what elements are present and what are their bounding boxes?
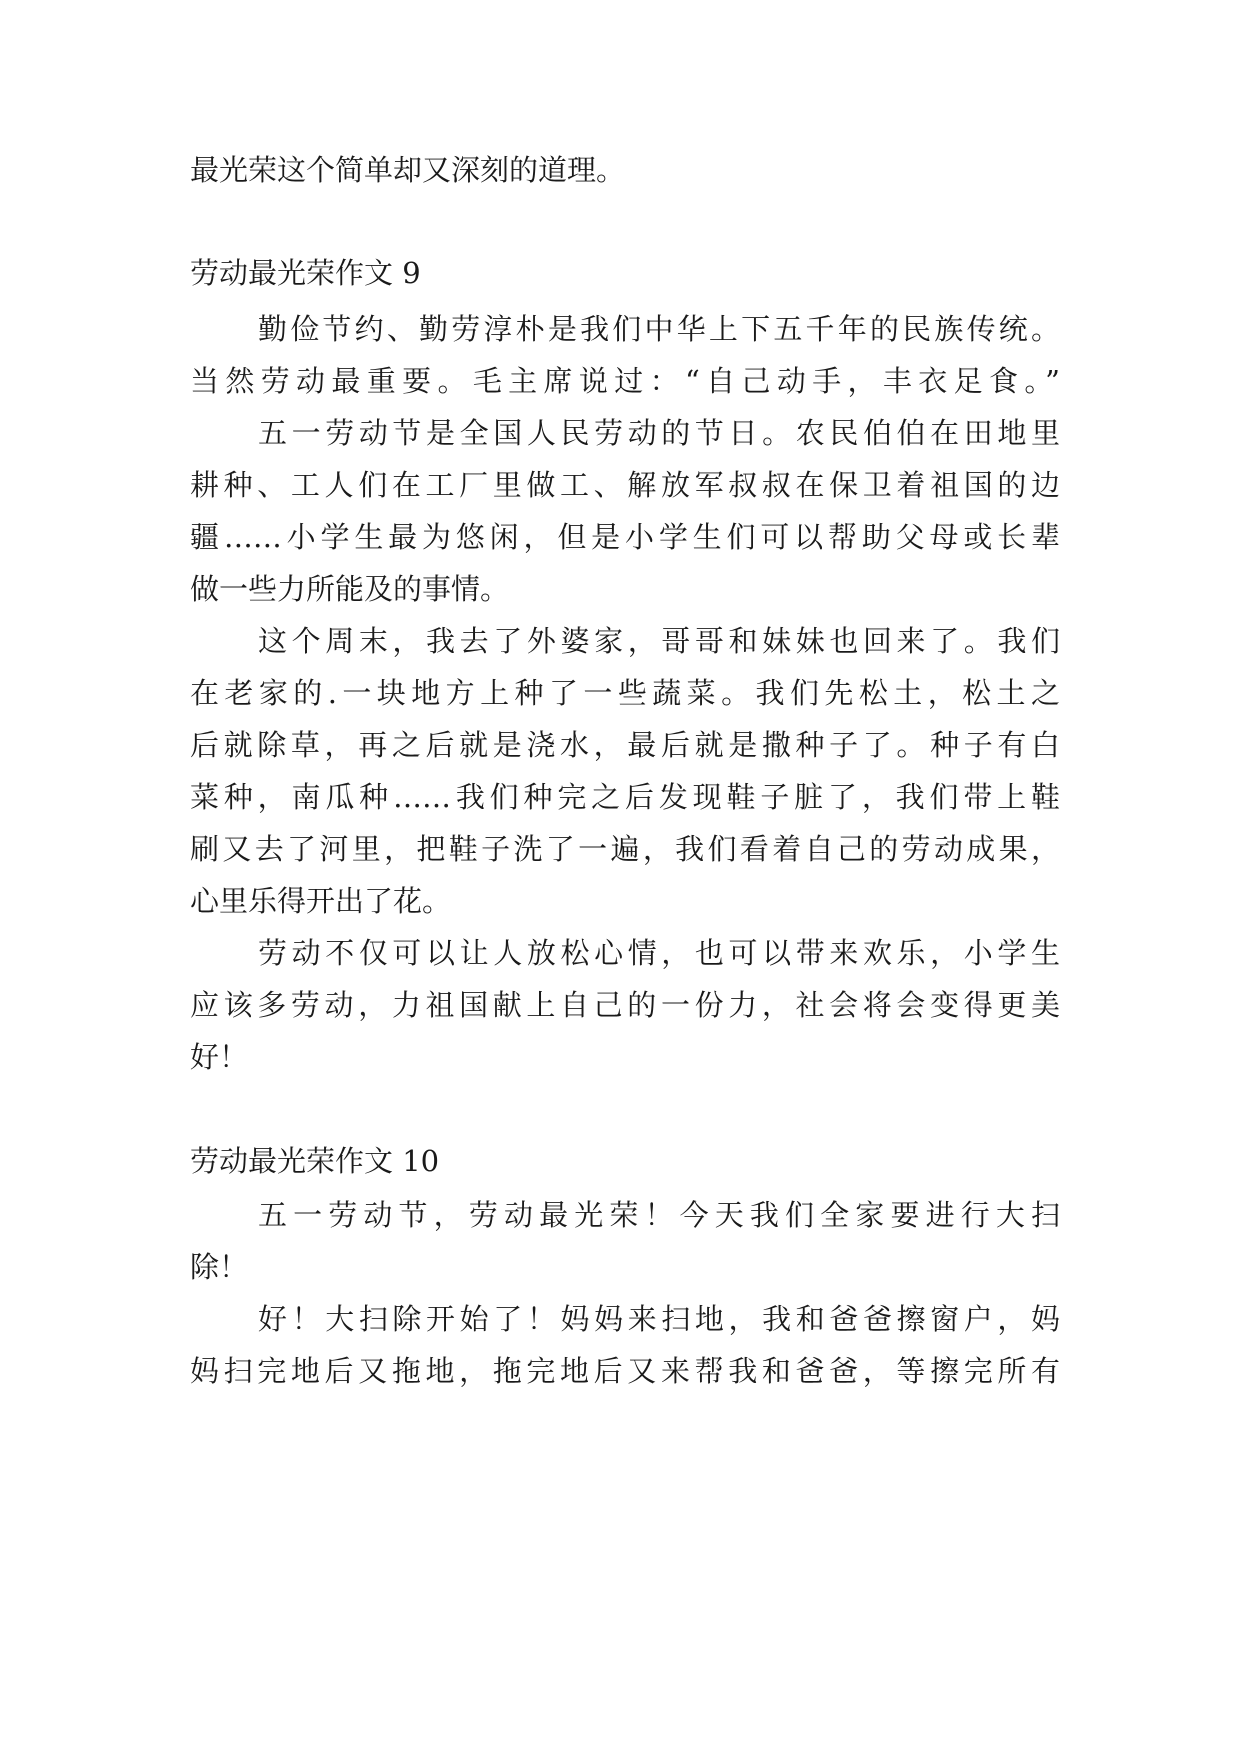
essay-10-p1-line-2: 除！ bbox=[190, 1250, 249, 1284]
essay-9-p4-line-3: 好！ bbox=[190, 1040, 249, 1074]
essay-9-p2-line-3: 疆……小学生最为悠闲，但是小学生们可以帮助父母或长辈 bbox=[190, 520, 1060, 554]
essay-9-p3-line-4: 菜种，南瓜种……我们种完之后发现鞋子脏了，我们带上鞋 bbox=[190, 780, 1060, 814]
essay-10-p1-line-1: 五一劳动节，劳动最光荣！今天我们全家要进行大扫 bbox=[258, 1198, 1060, 1232]
continuation-line: 最光荣这个简单却又深刻的道理。 bbox=[190, 153, 626, 187]
essay-9-p2-line-4: 做一些力所能及的事情。 bbox=[190, 572, 510, 606]
essay-9-p3-line-5: 刷又去了河里，把鞋子洗了一遍，我们看着自己的劳动成果， bbox=[190, 832, 1060, 866]
essay-9-p4-line-2: 应该多劳动，力祖国献上自己的一份力，社会将会变得更美 bbox=[190, 988, 1060, 1022]
essay-9-p4-line-1: 劳动不仅可以让人放松心情，也可以带来欢乐，小学生 bbox=[258, 936, 1060, 970]
essay-9-p3-line-3: 后就除草，再之后就是浇水，最后就是撒种子了。种子有白 bbox=[190, 728, 1060, 762]
essay-10-p2-line-2: 妈扫完地后又拖地，拖完地后又来帮我和爸爸，等擦完所有 bbox=[190, 1354, 1060, 1388]
essay-9-p2-line-1: 五一劳动节是全国人民劳动的节日。农民伯伯在田地里 bbox=[258, 416, 1060, 450]
essay-9-p3-line-6: 心里乐得开出了花。 bbox=[190, 884, 452, 918]
essay-10-heading: 劳动最光荣作文 10 bbox=[190, 1144, 440, 1178]
essay-9-p1-line-1: 勤俭节约、勤劳淳朴是我们中华上下五千年的民族传统。 bbox=[258, 312, 1060, 346]
essay-10-p2-line-1: 好！大扫除开始了！妈妈来扫地，我和爸爸擦窗户，妈 bbox=[258, 1302, 1060, 1336]
essay-9-p2-line-2: 耕种、工人们在工厂里做工、解放军叔叔在保卫着祖国的边 bbox=[190, 468, 1060, 502]
essay-9-p1-line-2: 当然劳动最重要。毛主席说过：“自己动手，丰衣足食。” bbox=[190, 364, 1060, 398]
essay-9-heading: 劳动最光荣作文 9 bbox=[190, 256, 421, 290]
essay-9-p3-line-2: 在老家的.一块地方上种了一些蔬菜。我们先松土，松土之 bbox=[190, 676, 1060, 710]
essay-9-p3-line-1: 这个周末，我去了外婆家，哥哥和妹妹也回来了。我们 bbox=[258, 624, 1060, 658]
